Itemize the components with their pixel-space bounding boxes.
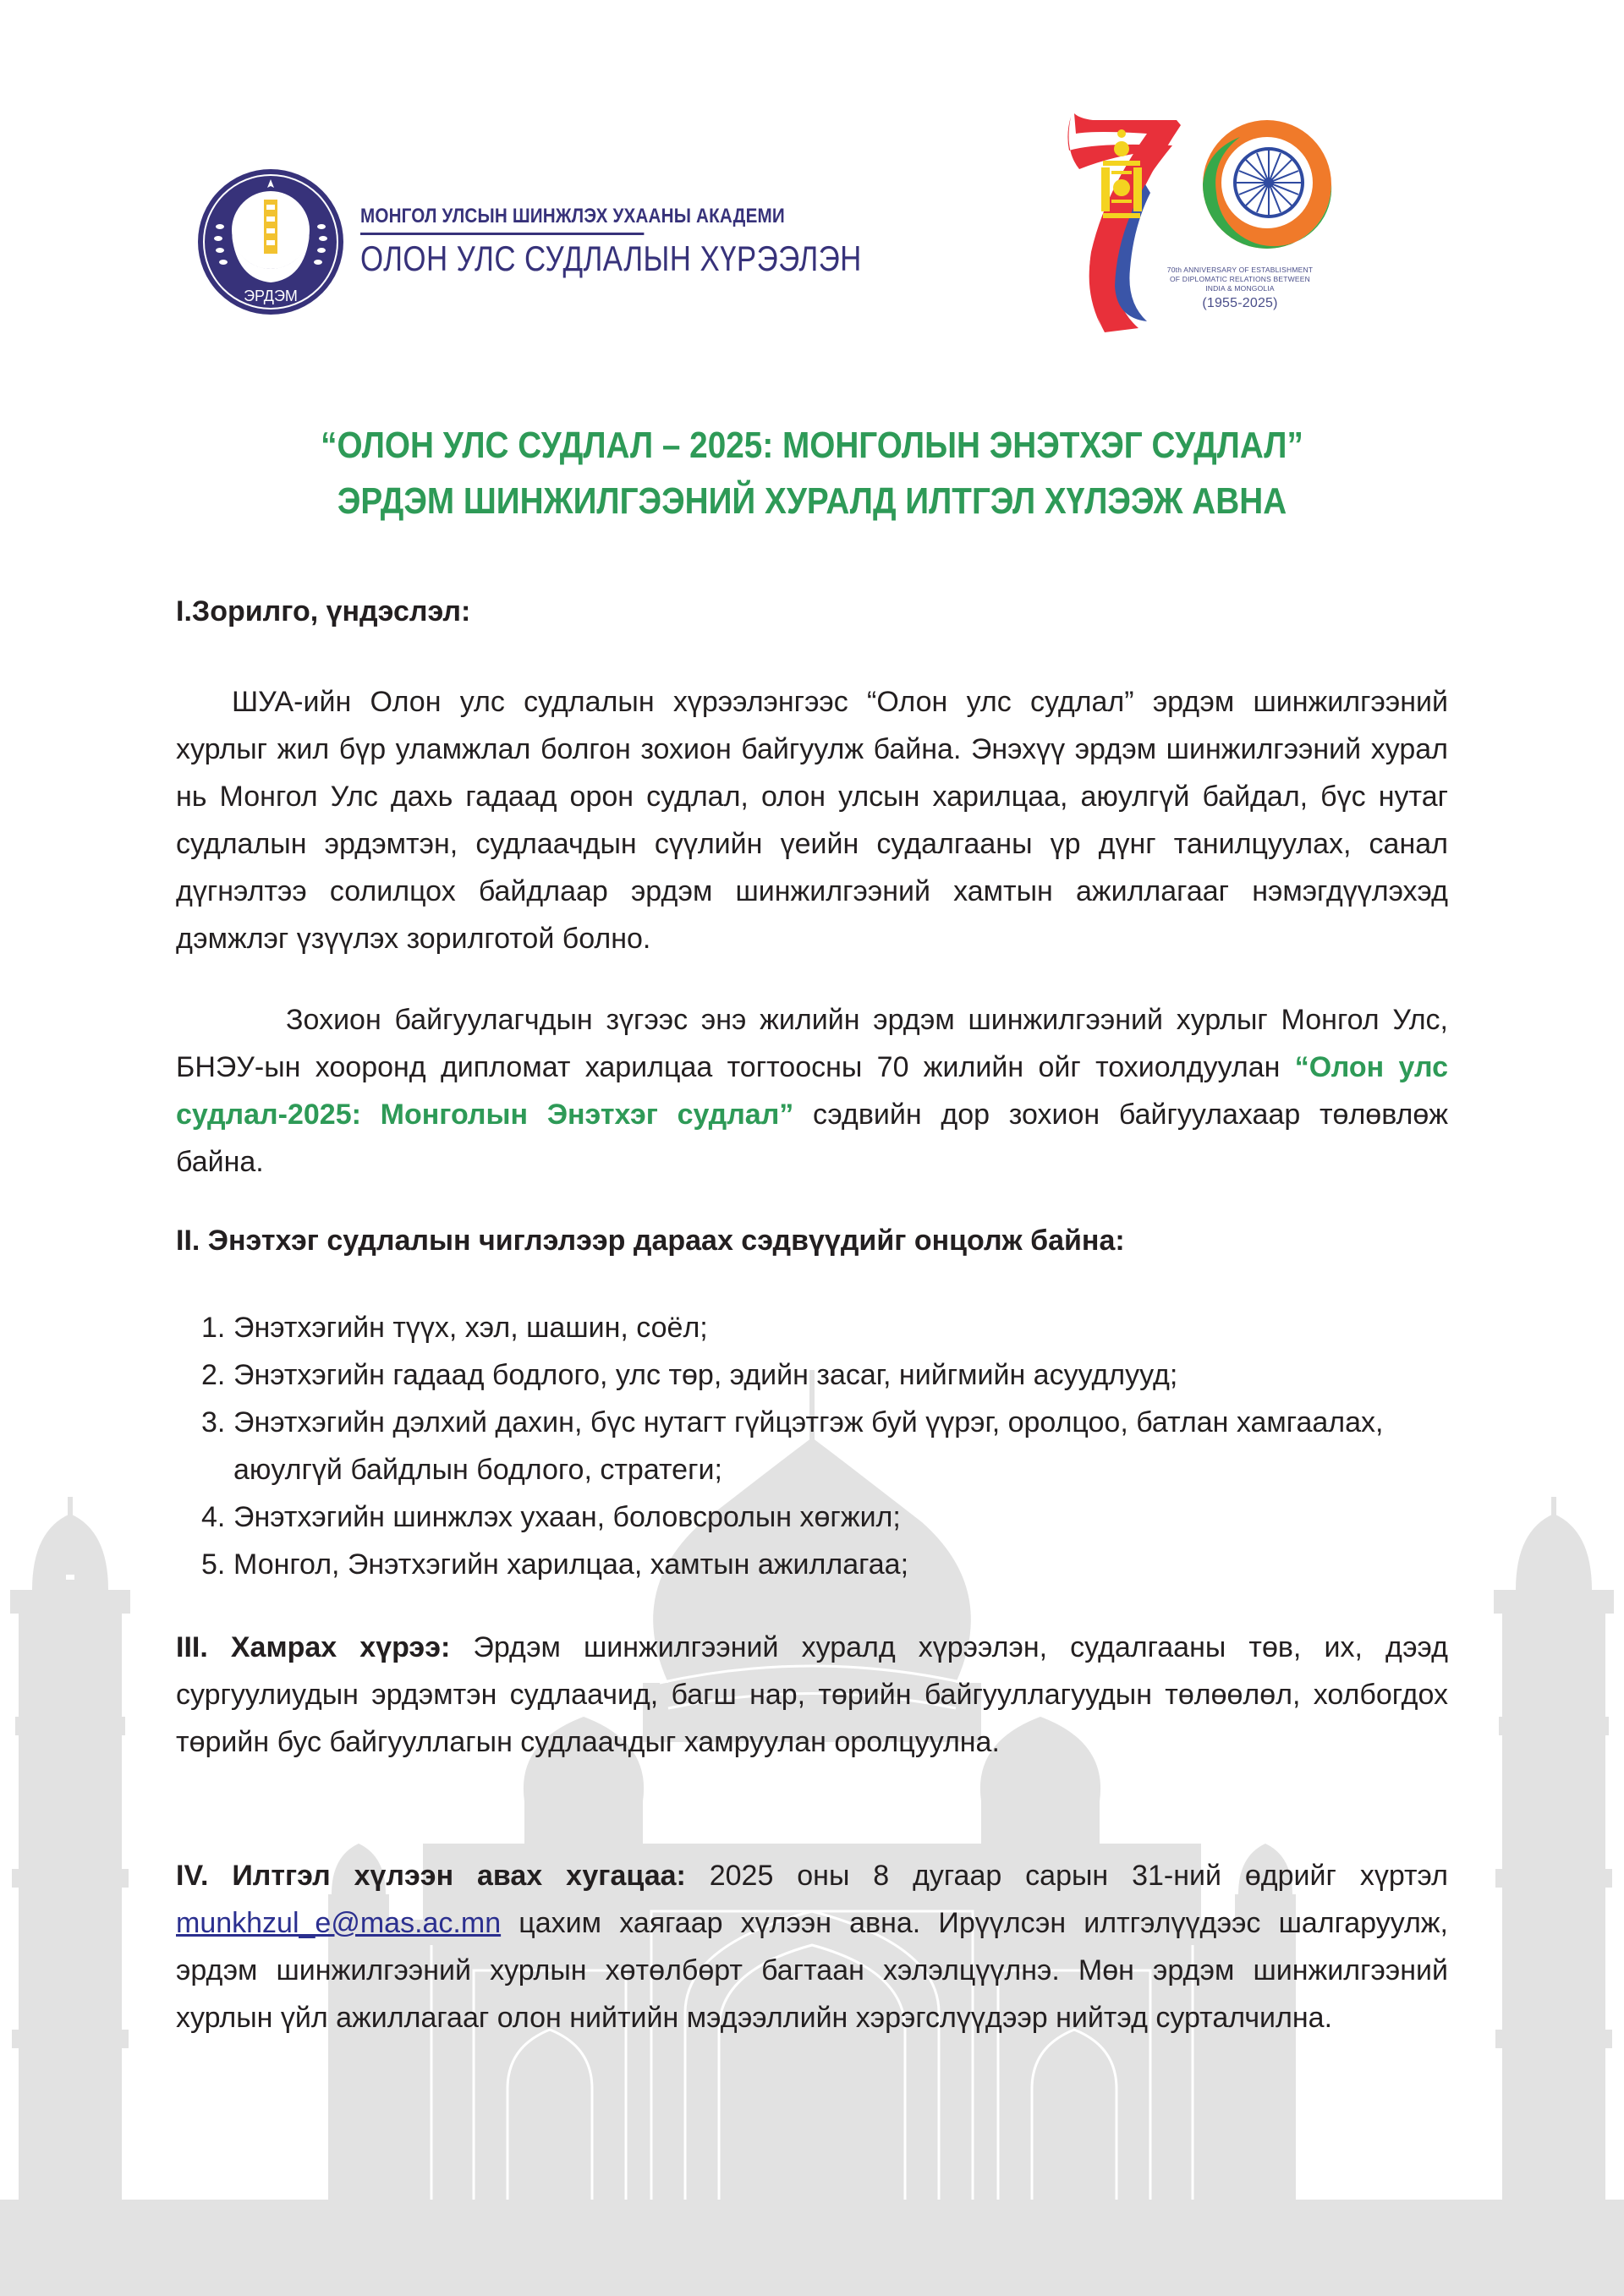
anniversary-caption-line1: 70th ANNIVERSARY OF ESTABLISHMENT <box>1166 266 1314 274</box>
section1-paragraph2-text: Зохион байгуулагчдын зүгээс энэ жилийн эрдэм шинжилгээний хурлыг Монгол Улс, БНЭУ-ын хооронд дипломат харилцаа тогтоосны 70 жилийн ойг тохиолдуулан <box>176 1004 1448 1083</box>
title-line1: “ОЛОН УЛС СУДЛАЛ – 2025: МОНГОЛЫН ЭНЭТХЭГ СУДЛАЛ” <box>321 425 1303 466</box>
topic-number: 1. <box>201 1312 226 1344</box>
topic-item <box>176 1351 1448 1399</box>
section3-paragraph <box>176 1624 1448 1766</box>
topic-item <box>176 1541 1448 1588</box>
submission-email-link[interactable]: munkhzul_e@mas.ac.mn <box>176 1907 502 1939</box>
topic-number: 4. <box>201 1501 226 1533</box>
academy-seal-icon <box>196 167 345 316</box>
academy-name <box>360 205 964 279</box>
section3-heading: III. Хамрах хүрээ: <box>176 1631 451 1663</box>
section1-paragraph1 <box>176 678 1448 962</box>
page-title <box>0 418 1624 529</box>
topic-text: Энэтхэгийн гадаад бодлого, улс төр, эдийн засаг, нийгмийн асуудлууд; <box>233 1359 1178 1391</box>
academy-name-line1: МОНГОЛ УЛСЫН ШИНЖЛЭХ УХААНЫ АКАДЕМИ <box>360 205 644 235</box>
topic-text: Энэтхэгийн дэлхий дахин, бүс нутагт гүйцэтгэж буй үүрэг, оролцоо, батлан хамгаалах, аюулгүй байдлын бодлого, стратеги; <box>233 1406 1384 1486</box>
anniversary-years: (1955-2025) <box>1202 296 1278 310</box>
section1-paragraph2 <box>176 996 1448 1186</box>
topic-item <box>176 1493 1448 1541</box>
section1-paragraph1-text: ШУА-ийн Олон улс судлалын хүрээлэнгээс “Олон улс судлал” эрдэм шинжилгээний хурлыг жил бүр уламжлал болгон зохион байгуулж байна. Энэхүү эрдэм шинжилгээний хурал нь Монгол Улс дахь гадаад орон судлал, олон улсын харилцаа, аюулгүй байдал, бүс нутаг судлалын эрдэмтэн, судлаачдын сүүлийн үеийн судалгааны үр дүнг танилцуулах, санал дүгнэлтээ солилцох байдлаар эрдэм шинжилгээний хамтын ажиллагааг нэмэгдүүлэхэд дэмжлэг үзүүлэх зорилготой болно. <box>176 686 1448 955</box>
topic-number: 2. <box>201 1359 226 1391</box>
topic-number: 5. <box>201 1548 226 1581</box>
section2-heading: II. Энэтхэг судлалын чиглэлээр дараах сэдвүүдийг онцолж байна: <box>176 1225 1125 1257</box>
anniversary-logo <box>1045 100 1367 341</box>
topic-text: Монгол, Энэтхэгийн харилцаа, хамтын ажиллагаа; <box>233 1548 909 1581</box>
section4-paragraph <box>176 1852 1448 2041</box>
academy-logo <box>196 167 964 316</box>
section4-text-tail: цахим хаягаар хүлээн авна. Ирүүлсэн илтгэлүүдээс шалгаруулж, эрдэм шинжилгээний хурлын хөтөлбөрт багтаан хэлэлцүүлнэ. Мөн эрдэм шинжилгээний хурлын үйл ажиллагааг олон нийтийн мэдээллийн хэрэгслүүдээр нийтэд сурталчилна. <box>176 1907 1448 2034</box>
right-minaret <box>1494 1497 1614 2216</box>
section1-paragraph2-tail: сэдвийн дор зохион байгуулахаар төлөвлөж байна. <box>176 1099 1448 1178</box>
topic-item <box>176 1399 1448 1493</box>
topic-list <box>176 1304 1448 1588</box>
section1-heading: I.Зорилго, үндэслэл: <box>176 595 471 627</box>
section3-text: Эрдэм шинжилгээний хуралд хүрээлэн, судалгааны төв, их, дээд сургуулиудын эрдэмтэн судлаачид, багш нар, төрийн байгууллагуудын төлөөлөл, холбогдох төрийн бус байгууллагын судлаачдыг хамруулан оролцуулна. <box>176 1631 1448 1758</box>
footer-band <box>0 2200 1624 2296</box>
topic-number: 3. <box>201 1406 226 1438</box>
topic-text: Энэтхэгийн шинжлэх ухаан, боловсролын хөгжил; <box>233 1501 901 1533</box>
section4-text: 2025 оны 8 дугаар сарын 31-ний өдрийг хүртэл <box>685 1860 1448 1892</box>
topic-text: Энэтхэгийн түүх, хэл, шашин, соёл; <box>233 1312 708 1344</box>
conference-theme-highlight: “Олон улс судлал-2025: Монголын Энэтхэг судлал” <box>176 1051 1449 1131</box>
anniversary-caption-line3: INDIA & MONGOLIA <box>1205 284 1275 293</box>
seal-text: ЭРДЭМ <box>244 288 298 304</box>
left-minaret <box>10 1497 130 2216</box>
academy-name-line2: ОЛОН УЛС СУДЛАЛЫН ХҮРЭЭЛЭН <box>360 238 862 278</box>
section4-heading: IV. Илтгэл хүлээн авах хугацаа: <box>176 1860 686 1892</box>
anniversary-caption <box>1147 266 1333 312</box>
title-line2: ЭРДЭМ ШИНЖИЛГЭЭНИЙ ХУРАЛД ИЛТГЭЛ ХҮЛЭЭЖ АВНА <box>337 480 1287 522</box>
topic-item <box>176 1304 1448 1351</box>
anniversary-caption-line2: OF DIPLOMATIC RELATIONS BETWEEN <box>1170 275 1310 283</box>
